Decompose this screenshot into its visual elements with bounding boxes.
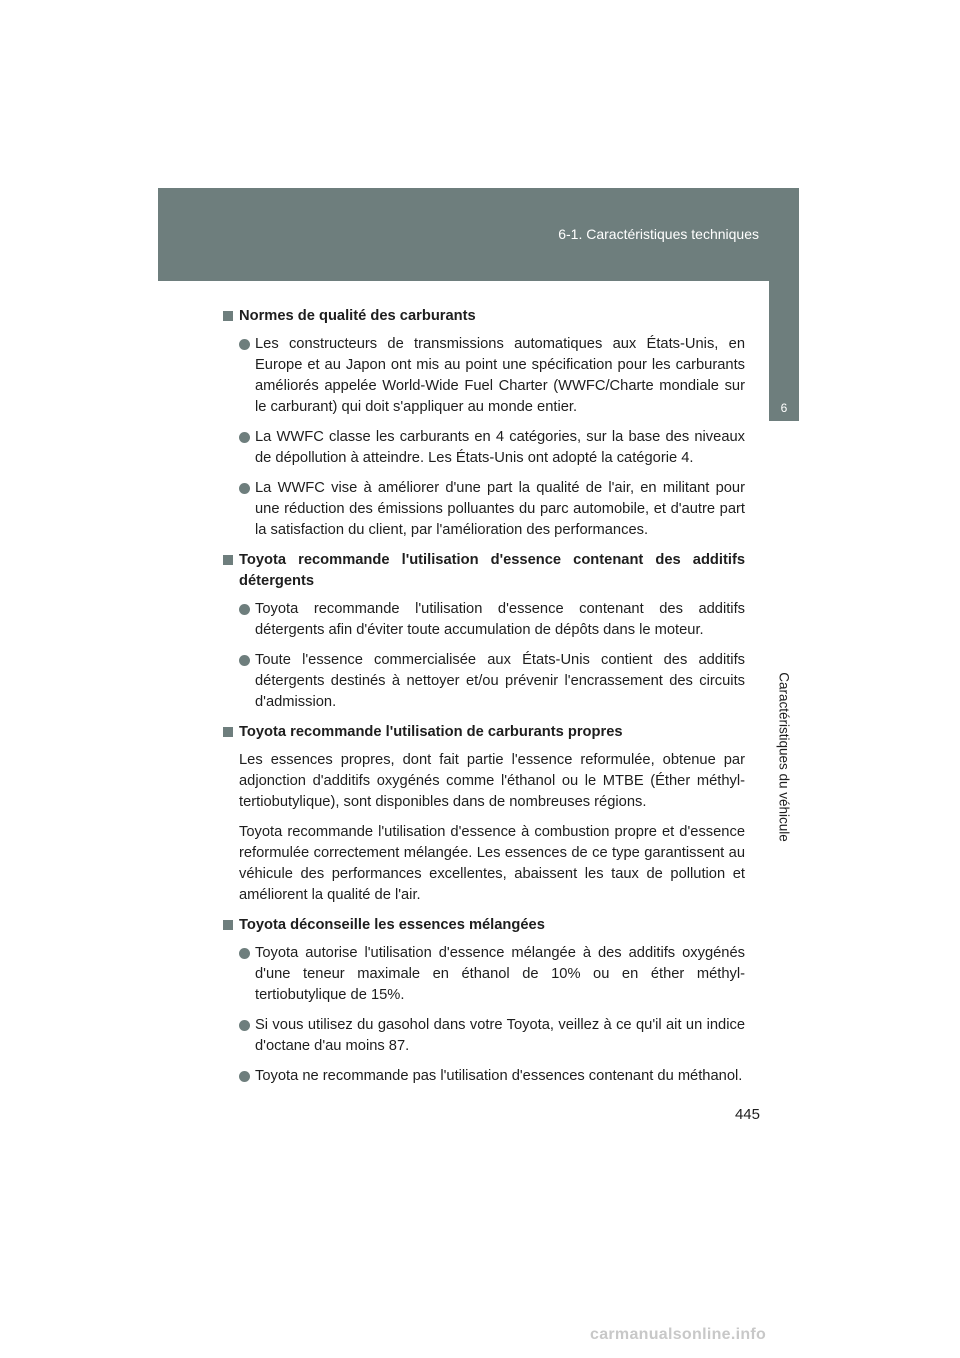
bullet-item [239,478,745,541]
circle-bullet-icon [239,655,250,666]
bullet-text: Si vous utilisez du gasohol dans votre Toyota, veillez à ce qu'il ait un indice d'octane d'au moins 87. [255,1017,745,1054]
section-heading [223,550,745,592]
section-heading [223,915,745,936]
chapter-side-label: Caractéristiques du véhicule [776,672,792,842]
bullet-item [239,334,745,418]
side-label-area [769,421,799,1093]
section-heading [223,722,745,743]
paragraph: Toyota recommande l'utilisation d'essence à combustion propre et d'essence reformulée correctement mélangée. Les essences de ce type garantissent au véhicule des performances excellentes, abaissent les taux de pollution et améliorent la qualité de l'air. [239,824,745,903]
chapter-number: 6 [780,401,788,415]
section-heading-text: Toyota recommande l'utilisation de carburants propres [239,724,623,740]
square-bullet-icon [223,920,233,930]
bullet-text: La WWFC vise à améliorer d'une part la qualité de l'air, en militant pour une réduction des émissions polluantes du parc automobile, et d'autre part la satisfaction du client, par l'amélioration des performances. [255,480,745,538]
circle-bullet-icon [239,948,250,959]
paragraph: Les essences propres, dont fait partie l'essence reformulée, obtenue par adjonction d'additifs oxygénés comme l'éthanol ou le MTBE (Éther méthyl-tertiobutylique), sont disponibles dans de nombreuses régions. [239,752,745,810]
bullet-item [239,427,745,469]
section-heading [223,306,745,327]
bullet-text: Toyota autorise l'utilisation d'essence mélangée à des additifs oxygénés d'une teneur maximale en éthanol de 10% ou en éther méthyl-tertiobutylique de 15%. [255,945,745,1003]
square-bullet-icon [223,727,233,737]
page-number: 445 [734,1106,760,1123]
bullet-text: Les constructeurs de transmissions automatiques aux États-Unis, en Europe et au Japon ont mis au point une spécification pour les carburants améliorés appelée World-Wide Fuel Charter (WWFC/Charte mondiale sur le carburant) qui doit s'appliquer au monde entier. [255,336,745,415]
chapter-header [158,188,799,281]
circle-bullet-icon [239,483,250,494]
chapter-title: 6-1. Caractéristiques techniques [558,226,759,242]
chapter-number-tab [769,281,799,421]
bullet-text: Toute l'essence commercialisée aux États-Unis contient des additifs détergents destinés à nettoyer et/ou prévenir l'encrassement des circuits d'admission. [255,652,745,710]
watermark: carmanualsonline.info [590,1326,767,1343]
square-bullet-icon [223,311,233,321]
bullet-item [239,943,745,1006]
circle-bullet-icon [239,1071,250,1082]
circle-bullet-icon [239,339,250,350]
square-bullet-icon [223,555,233,565]
section-heading-text: Normes de qualité des carburants [239,308,476,324]
bullet-item [239,1066,745,1087]
main-content [223,306,745,1096]
side-tab [769,281,799,1093]
bullet-item [239,1015,745,1057]
circle-bullet-icon [239,432,250,443]
bullet-text: La WWFC classe les carburants en 4 catégories, sur la base des niveaux de dépollution à atteindre. Les États-Unis ont adopté la catégorie 4. [255,429,745,466]
bullet-text: Toyota ne recommande pas l'utilisation d'essences contenant du méthanol. [255,1068,743,1084]
bullet-text: Toyota recommande l'utilisation d'essence contenant des additifs détergents afin d'éviter toute accumulation de dépôts dans le moteur. [255,601,745,638]
circle-bullet-icon [239,1020,250,1031]
bullet-item [239,650,745,713]
section-heading-text: Toyota recommande l'utilisation d'essence contenant des additifs détergents [239,552,745,589]
bullet-item [239,599,745,641]
section-heading-text: Toyota déconseille les essences mélangées [239,917,545,933]
circle-bullet-icon [239,604,250,615]
